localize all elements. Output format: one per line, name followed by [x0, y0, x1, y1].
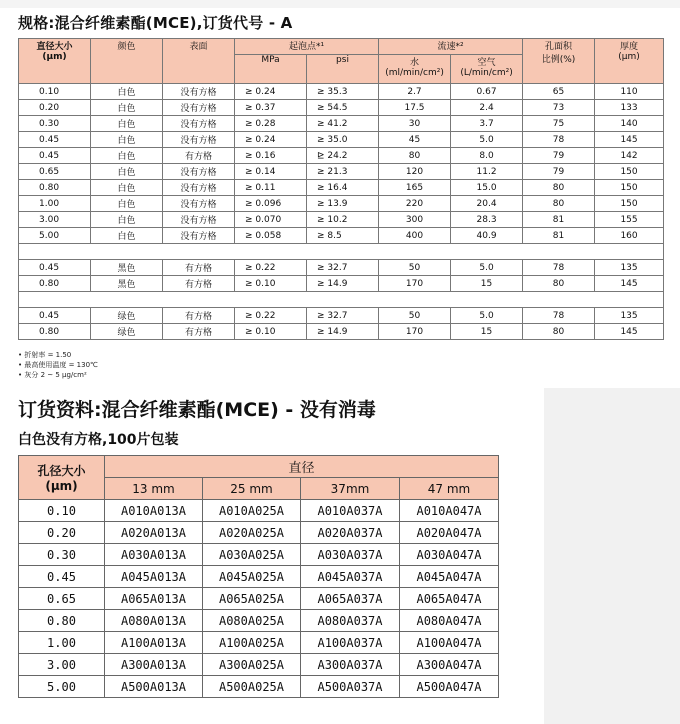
water-cell: 220 — [379, 196, 451, 212]
order-code-25mm: A020A025A — [203, 522, 301, 544]
surface-cell: 没有方格 — [163, 212, 235, 228]
spec-row — [19, 228, 664, 244]
water-cell: 45 — [379, 132, 451, 148]
psi-cell: ≥ 14.9 — [307, 324, 379, 340]
order-code-47mm: A030A047A — [400, 544, 499, 566]
water-header-label: 水 — [410, 58, 420, 68]
col-air-header — [451, 55, 523, 84]
psi-cell: ≥ 54.5 — [307, 100, 379, 116]
thickness-cell: 135 — [595, 260, 664, 276]
porosity-cell: 80 — [523, 324, 595, 340]
order-row — [19, 500, 499, 522]
spec-separator-cell — [19, 292, 664, 308]
order-title: 订货资料:混合纤维素酯(MCE) - 没有消毒 — [18, 399, 376, 421]
water-cell: 400 — [379, 228, 451, 244]
air-header-unit: (L/min/cm²) — [460, 68, 513, 78]
order-pore-header-label: 孔径大小 — [37, 464, 86, 478]
porosity-cell: 81 — [523, 228, 595, 244]
order-code-25mm: A030A025A — [203, 544, 301, 566]
order-row — [19, 610, 499, 632]
color-cell: 白色 — [91, 196, 163, 212]
order-47mm-header: 47 mm — [400, 478, 499, 500]
order-code-37mm: A500A037A — [301, 676, 400, 698]
order-code-25mm: A045A025A — [203, 566, 301, 588]
air-cell: 40.9 — [451, 228, 523, 244]
surface-cell: 没有方格 — [163, 164, 235, 180]
psi-cell: ≥ 16.4 — [307, 180, 379, 196]
water-cell: 170 — [379, 324, 451, 340]
color-cell: 黑色 — [91, 276, 163, 292]
porosity-cell: 79 — [523, 148, 595, 164]
pore-cell: 0.45 — [19, 148, 91, 164]
order-code-47mm: A065A047A — [400, 588, 499, 610]
pore-cell: 0.45 — [19, 132, 91, 148]
psi-cell: ≥ 35.0 — [307, 132, 379, 148]
order-row — [19, 654, 499, 676]
pore-cell: 0.45 — [19, 260, 91, 276]
air-cell: 0.67 — [451, 84, 523, 100]
pore-header-label: 直径大小 — [36, 42, 73, 52]
order-code-25mm: A065A025A — [203, 588, 301, 610]
order-code-13mm: A065A013A — [105, 588, 203, 610]
surface-cell: 有方格 — [163, 308, 235, 324]
order-pore-header — [19, 456, 105, 500]
order-code-37mm: A300A037A — [301, 654, 400, 676]
order-code-25mm: A100A025A — [203, 632, 301, 654]
pore-header-unit: (μm) — [42, 52, 67, 62]
color-cell: 白色 — [91, 148, 163, 164]
psi-cell: ≥ 21.3 — [307, 164, 379, 180]
spec-row — [19, 116, 664, 132]
order-table-body — [19, 500, 499, 698]
mpa-cell: ≥ 0.22 — [235, 260, 307, 276]
order-table — [18, 455, 499, 698]
water-cell: 50 — [379, 260, 451, 276]
order-code-47mm: A500A047A — [400, 676, 499, 698]
psi-cell: ≥ 41.2 — [307, 116, 379, 132]
spec-row — [19, 148, 664, 164]
spec-row — [19, 132, 664, 148]
air-header-label: 空气 — [477, 58, 496, 68]
thickness-cell: 145 — [595, 276, 664, 292]
surface-cell: 有方格 — [163, 260, 235, 276]
spec-table-body — [19, 84, 664, 340]
color-cell: 白色 — [91, 228, 163, 244]
pore-cell: 0.65 — [19, 164, 91, 180]
order-row — [19, 522, 499, 544]
thickness-cell: 145 — [595, 132, 664, 148]
order-code-37mm: A045A037A — [301, 566, 400, 588]
porosity-cell: 81 — [523, 212, 595, 228]
order-code-37mm: A080A037A — [301, 610, 400, 632]
air-cell: 15.0 — [451, 180, 523, 196]
psi-cell: ⊵ 24.2 — [307, 148, 379, 164]
thickness-cell: 150 — [595, 164, 664, 180]
mpa-cell: ≥ 0.11 — [235, 180, 307, 196]
pore-cell: 0.20 — [19, 100, 91, 116]
pore-cell: 3.00 — [19, 212, 91, 228]
air-cell: 5.0 — [451, 132, 523, 148]
order-pore-cell: 3.00 — [19, 654, 105, 676]
col-psi-header: psi — [307, 55, 379, 84]
water-header-unit: (ml/min/cm²) — [385, 68, 444, 78]
spec-table — [18, 38, 664, 340]
color-cell: 白色 — [91, 132, 163, 148]
air-cell: 8.0 — [451, 148, 523, 164]
order-code-37mm: A100A037A — [301, 632, 400, 654]
order-pore-cell: 1.00 — [19, 632, 105, 654]
water-cell: 165 — [379, 180, 451, 196]
col-flow-header: 流速*² — [379, 39, 523, 55]
air-cell: 11.2 — [451, 164, 523, 180]
spec-separator-cell — [19, 244, 664, 260]
col-porosity-header — [523, 39, 595, 84]
col-color-header: 颜色 — [91, 39, 163, 84]
order-code-25mm: A010A025A — [203, 500, 301, 522]
pore-cell: 0.80 — [19, 276, 91, 292]
color-cell: 白色 — [91, 100, 163, 116]
order-row — [19, 632, 499, 654]
pore-cell: 5.00 — [19, 228, 91, 244]
order-37mm-header: 37mm — [301, 478, 400, 500]
order-code-37mm: A065A037A — [301, 588, 400, 610]
surface-cell: 有方格 — [163, 324, 235, 340]
air-cell: 20.4 — [451, 196, 523, 212]
psi-cell: ≥ 8.5 — [307, 228, 379, 244]
color-cell: 白色 — [91, 164, 163, 180]
porosity-cell: 78 — [523, 308, 595, 324]
col-thickness-header — [595, 39, 664, 84]
mpa-cell: ≥ 0.058 — [235, 228, 307, 244]
order-subtitle: 白色没有方格,100片包装 — [18, 432, 179, 448]
porosity-header-line2: 比例(%) — [541, 55, 576, 65]
air-cell: 15 — [451, 324, 523, 340]
porosity-header-line1: 孔面积 — [545, 42, 573, 52]
order-13mm-header: 13 mm — [105, 478, 203, 500]
porosity-cell: 78 — [523, 132, 595, 148]
order-pore-header-unit: (μm) — [45, 479, 78, 493]
water-cell: 120 — [379, 164, 451, 180]
mpa-cell: ≥ 0.24 — [235, 84, 307, 100]
col-bubble-header: 起泡点*¹ — [235, 39, 379, 55]
order-code-13mm: A080A013A — [105, 610, 203, 632]
mpa-cell: ≥ 0.28 — [235, 116, 307, 132]
order-code-47mm: A010A047A — [400, 500, 499, 522]
surface-cell: 没有方格 — [163, 180, 235, 196]
pore-cell: 1.00 — [19, 196, 91, 212]
order-code-37mm: A020A037A — [301, 522, 400, 544]
thickness-cell: 110 — [595, 84, 664, 100]
surface-cell: 有方格 — [163, 276, 235, 292]
order-pore-cell: 0.65 — [19, 588, 105, 610]
thickness-cell: 142 — [595, 148, 664, 164]
spec-group-separator — [19, 292, 664, 308]
mpa-cell: ≥ 0.24 — [235, 132, 307, 148]
order-row — [19, 544, 499, 566]
surface-cell: 没有方格 — [163, 132, 235, 148]
color-cell: 白色 — [91, 84, 163, 100]
porosity-cell: 79 — [523, 164, 595, 180]
order-code-47mm: A045A047A — [400, 566, 499, 588]
order-code-25mm: A500A025A — [203, 676, 301, 698]
porosity-cell: 75 — [523, 116, 595, 132]
thickness-cell: 160 — [595, 228, 664, 244]
air-cell: 28.3 — [451, 212, 523, 228]
order-pore-cell: 0.20 — [19, 522, 105, 544]
color-cell: 白色 — [91, 212, 163, 228]
porosity-cell: 73 — [523, 100, 595, 116]
spec-row — [19, 276, 664, 292]
mpa-cell: ≥ 0.10 — [235, 324, 307, 340]
psi-cell: ≥ 13.9 — [307, 196, 379, 212]
note-max-temperature: • 最高使用温度 = 130℃ — [18, 361, 98, 369]
mpa-cell: ≥ 0.37 — [235, 100, 307, 116]
order-code-13mm: A500A013A — [105, 676, 203, 698]
spec-notes — [18, 350, 98, 380]
surface-cell: 没有方格 — [163, 84, 235, 100]
thickness-cell: 135 — [595, 308, 664, 324]
order-code-47mm: A080A047A — [400, 610, 499, 632]
pore-cell: 0.80 — [19, 324, 91, 340]
porosity-cell: 80 — [523, 196, 595, 212]
spec-row — [19, 308, 664, 324]
air-cell: 3.7 — [451, 116, 523, 132]
thickness-header-label: 厚度 — [620, 42, 639, 52]
col-pore-header — [19, 39, 91, 84]
spec-row — [19, 212, 664, 228]
order-code-13mm: A045A013A — [105, 566, 203, 588]
color-cell: 白色 — [91, 180, 163, 196]
air-cell: 5.0 — [451, 260, 523, 276]
col-surface-header: 表面 — [163, 39, 235, 84]
order-pore-cell: 0.45 — [19, 566, 105, 588]
order-code-13mm: A020A013A — [105, 522, 203, 544]
spec-title: 规格:混合纤维素酯(MCE),订货代号 - A — [18, 14, 293, 32]
color-cell: 白色 — [91, 116, 163, 132]
water-cell: 17.5 — [379, 100, 451, 116]
order-code-37mm: A010A037A — [301, 500, 400, 522]
order-pore-cell: 0.10 — [19, 500, 105, 522]
surface-cell: 没有方格 — [163, 100, 235, 116]
order-code-37mm: A030A037A — [301, 544, 400, 566]
spec-row — [19, 180, 664, 196]
mpa-cell: ≥ 0.070 — [235, 212, 307, 228]
spec-row — [19, 84, 664, 100]
surface-cell: 没有方格 — [163, 196, 235, 212]
surface-cell: 有方格 — [163, 148, 235, 164]
thickness-cell: 150 — [595, 196, 664, 212]
spec-group-separator — [19, 244, 664, 260]
order-code-47mm: A020A047A — [400, 522, 499, 544]
pore-cell: 0.10 — [19, 84, 91, 100]
thickness-cell: 145 — [595, 324, 664, 340]
order-pore-cell: 5.00 — [19, 676, 105, 698]
spec-row — [19, 196, 664, 212]
order-code-13mm: A030A013A — [105, 544, 203, 566]
order-pore-cell: 0.80 — [19, 610, 105, 632]
water-cell: 80 — [379, 148, 451, 164]
thickness-cell: 133 — [595, 100, 664, 116]
order-diameter-header: 直径 — [105, 456, 499, 478]
air-cell: 5.0 — [451, 308, 523, 324]
col-water-header — [379, 55, 451, 84]
water-cell: 50 — [379, 308, 451, 324]
order-code-13mm: A300A013A — [105, 654, 203, 676]
pore-cell: 0.30 — [19, 116, 91, 132]
thickness-cell: 155 — [595, 212, 664, 228]
porosity-cell: 80 — [523, 276, 595, 292]
thickness-header-unit: (μm) — [618, 52, 640, 62]
order-row — [19, 566, 499, 588]
spec-row — [19, 164, 664, 180]
order-code-47mm: A100A047A — [400, 632, 499, 654]
pore-cell: 0.80 — [19, 180, 91, 196]
water-cell: 300 — [379, 212, 451, 228]
pore-cell: 0.45 — [19, 308, 91, 324]
surface-cell: 没有方格 — [163, 116, 235, 132]
mpa-cell: ≥ 0.22 — [235, 308, 307, 324]
order-code-25mm: A080A025A — [203, 610, 301, 632]
mpa-cell: ≥ 0.16 — [235, 148, 307, 164]
thickness-cell: 150 — [595, 180, 664, 196]
thickness-cell: 140 — [595, 116, 664, 132]
psi-cell: ≥ 35.3 — [307, 84, 379, 100]
order-code-25mm: A300A025A — [203, 654, 301, 676]
spec-row — [19, 260, 664, 276]
color-cell: 绿色 — [91, 324, 163, 340]
psi-cell: ≥ 10.2 — [307, 212, 379, 228]
order-pore-cell: 0.30 — [19, 544, 105, 566]
air-cell: 15 — [451, 276, 523, 292]
order-code-13mm: A010A013A — [105, 500, 203, 522]
mpa-cell: ≥ 0.14 — [235, 164, 307, 180]
order-code-47mm: A300A047A — [400, 654, 499, 676]
mpa-cell: ≥ 0.10 — [235, 276, 307, 292]
order-row — [19, 588, 499, 610]
water-cell: 30 — [379, 116, 451, 132]
order-code-13mm: A100A013A — [105, 632, 203, 654]
surface-cell: 没有方格 — [163, 228, 235, 244]
col-mpa-header: MPa — [235, 55, 307, 84]
porosity-cell: 78 — [523, 260, 595, 276]
note-ash-content: • 灰分 2 ~ 5 μg/cm² — [18, 371, 87, 379]
water-cell: 170 — [379, 276, 451, 292]
order-25mm-header: 25 mm — [203, 478, 301, 500]
porosity-cell: 65 — [523, 84, 595, 100]
color-cell: 绿色 — [91, 308, 163, 324]
side-panel — [544, 388, 680, 724]
porosity-cell: 80 — [523, 180, 595, 196]
spec-row — [19, 100, 664, 116]
mpa-cell: ≥ 0.096 — [235, 196, 307, 212]
spec-row — [19, 324, 664, 340]
top-strip — [0, 0, 680, 8]
psi-cell: ≥ 32.7 — [307, 308, 379, 324]
order-row — [19, 676, 499, 698]
note-refractive-index: • 折射率 = 1.50 — [18, 351, 72, 359]
air-cell: 2.4 — [451, 100, 523, 116]
color-cell: 黑色 — [91, 260, 163, 276]
water-cell: 2.7 — [379, 84, 451, 100]
psi-cell: ≥ 14.9 — [307, 276, 379, 292]
psi-cell: ≥ 32.7 — [307, 260, 379, 276]
